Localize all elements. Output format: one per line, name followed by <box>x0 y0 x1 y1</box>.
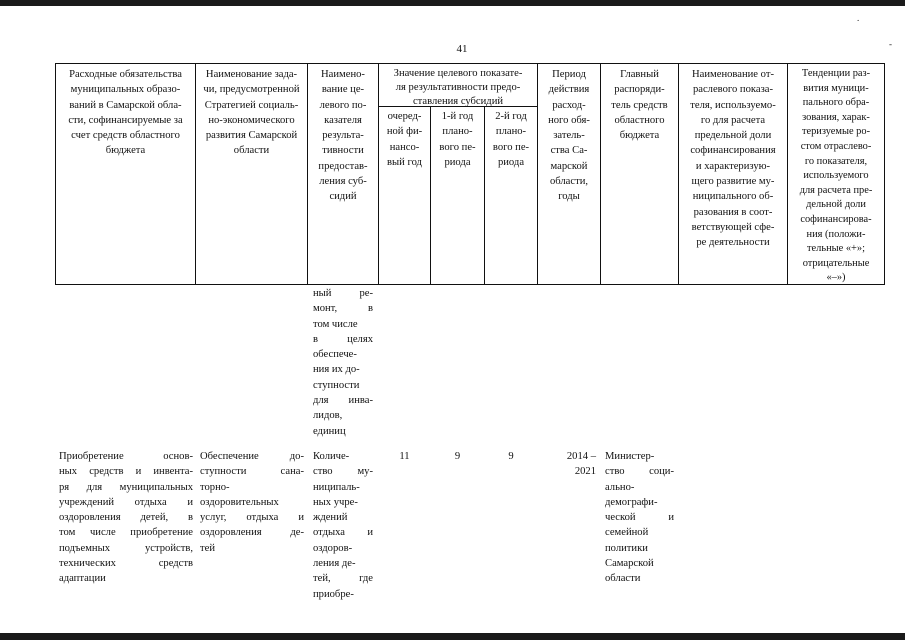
row-value-plan-year-2: 9 <box>508 451 514 462</box>
header-target-value-group: Значение целевого показате- ля результативности предо- ставления субсидий <box>393 68 523 107</box>
header-plan-year-1: 1-й год плано- вого пе- риода <box>439 111 476 168</box>
header-trends: Тенденции раз- вития муници- пального обра- зования, харак- теризуемые ро- стом отраслево- го показателя, используемого для расчета пре- дельной доли софинансирова- ния (положи- тельные «+»; отрицательные «–») <box>799 68 873 284</box>
header-task-name: Наименование зада- чи, предусмотренной Стратегией социаль- но-экономического развития Самарской области <box>203 69 300 157</box>
scan-speck: - <box>889 39 892 49</box>
header-indicator-name: Наимено- вание це- левого по- казателя результа- тивности предостав- ления суб- сидий <box>318 69 368 203</box>
scan-speck: . <box>857 13 860 23</box>
row-task: Обеспечение до- ступности сана- торно- оздоровительных услуг, отдыха и оздоровления де- тей <box>200 451 304 554</box>
header-chief-administrator: Главный распоряди- тель средств областного бюджета <box>611 69 668 142</box>
row-value-current-year: 11 <box>399 451 410 462</box>
header-plan-year-2: 2-й год плано- вого пе- риода <box>492 111 530 168</box>
page-number: 41 <box>456 43 468 55</box>
row-chief-administrator: Министер- ство соци- ально- демографи- ческой и семейной политики Самарской области <box>605 451 674 585</box>
row-value-plan-year-1: 9 <box>454 451 461 462</box>
row-period: 2014 – 2021 <box>566 451 596 478</box>
indicator-continuation: ный ре- монт, в том числе в целях обеспече- ния их до- ступности для инва- лидов, единиц <box>313 288 373 437</box>
header-current-year: очеред- ной фи- нансо- вый год <box>386 111 423 168</box>
row-expense-obligation: Приобретение основ- ных средств и инвента- ря для муниципальных учреждений отдыха и оздоровления детей, в том числе приобретение подъемных устройств, технических средств адаптации <box>59 451 193 585</box>
row-indicator: Количе- ство му- ниципаль- ных учре- ждений отдыха и оздоров- ления де- тей, где приобре- <box>313 451 373 600</box>
scan-top-border <box>0 0 905 6</box>
header-period: Период действия расход- ного обя- затель- ства Са- марской области, годы <box>548 69 590 203</box>
header-expense-obligations: Расходные обязательства муниципальных образо- ваний в Самарской обла- сти, софинансируемые за счет средств областного бюджета <box>68 69 183 157</box>
header-sector-indicator: Наименование от- раслевого показа- теля, используемо- го для расчета предельной доли софинансирования и характеризую- щего развитие му- ниципального об- разования в соот- ветствующей сфе- ре деятельности <box>690 69 776 249</box>
scan-bottom-border <box>0 633 905 640</box>
